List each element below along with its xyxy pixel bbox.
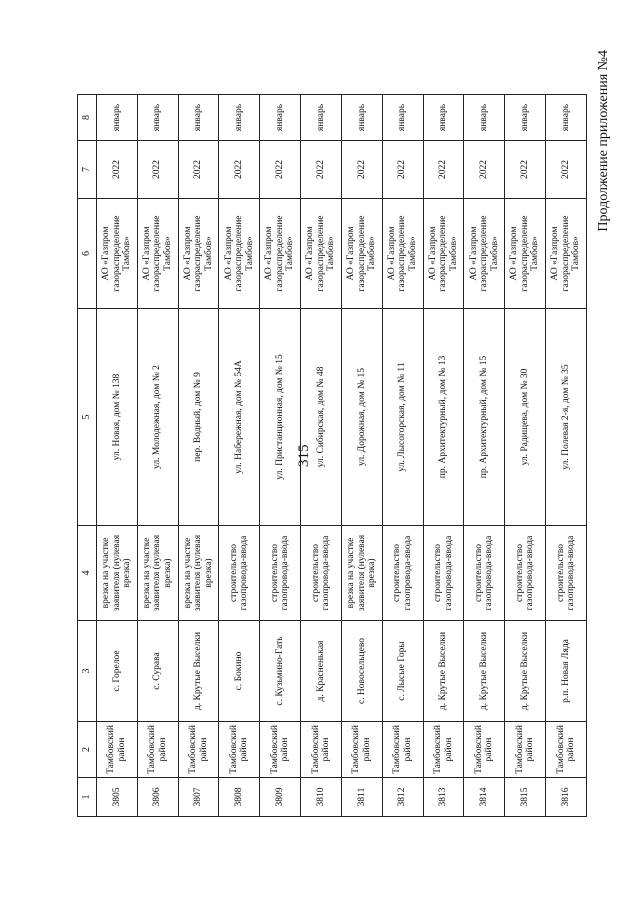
col-header: 2 <box>78 722 97 778</box>
address-cell: ул. Лысогорская, дом № 11 <box>382 309 423 526</box>
row-number: 3812 <box>382 778 423 817</box>
month-cell: январь <box>464 95 505 141</box>
table-row <box>178 95 219 817</box>
district-cell: Тамбовский район <box>260 722 301 778</box>
year-cell: 2022 <box>382 141 423 199</box>
work-type-cell: врезка на участке заявителя (нулевая врезка) <box>97 526 138 621</box>
month-cell: январь <box>97 95 138 141</box>
address-cell: ул. Сибирская, дом № 48 <box>301 309 342 526</box>
table-row <box>341 95 382 817</box>
row-number: 3814 <box>464 778 505 817</box>
address-cell: пер. Водный, дом № 9 <box>178 309 219 526</box>
organization-cell: АО «Газпром газораспределение Тамбов» <box>137 199 178 309</box>
month-cell: январь <box>341 95 382 141</box>
district-cell: Тамбовский район <box>546 722 587 778</box>
locality-cell: с. Лысые Горы <box>382 621 423 722</box>
district-cell: Тамбовский район <box>137 722 178 778</box>
month-cell: январь <box>546 95 587 141</box>
locality-cell: д. Крутые Выселки <box>423 621 464 722</box>
address-cell: ул. Набережная, дом № 54А <box>219 309 260 526</box>
year-cell: 2022 <box>219 141 260 199</box>
organization-cell: АО «Газпром газораспределение Тамбов» <box>97 199 138 309</box>
header-row <box>78 95 97 817</box>
address-cell: ул. Пристанционная, дом № 15 <box>260 309 301 526</box>
locality-cell: д. Красненькая <box>301 621 342 722</box>
col-header: 8 <box>78 95 97 141</box>
col-header: 4 <box>78 526 97 621</box>
table-row <box>219 95 260 817</box>
address-cell: ул. Дорожная, дом № 15 <box>341 309 382 526</box>
month-cell: январь <box>178 95 219 141</box>
table-row <box>423 95 464 817</box>
month-cell: январь <box>219 95 260 141</box>
year-cell: 2022 <box>97 141 138 199</box>
col-header: 6 <box>78 199 97 309</box>
year-cell: 2022 <box>137 141 178 199</box>
month-cell: январь <box>382 95 423 141</box>
locality-cell: д. Крутые Выселки <box>178 621 219 722</box>
row-number: 3808 <box>219 778 260 817</box>
organization-cell: АО «Газпром газораспределение Тамбов» <box>382 199 423 309</box>
year-cell: 2022 <box>260 141 301 199</box>
table-row <box>97 95 138 817</box>
row-number: 3816 <box>546 778 587 817</box>
month-cell: январь <box>423 95 464 141</box>
locality-cell: с. Новосельцево <box>341 621 382 722</box>
district-cell: Тамбовский район <box>464 722 505 778</box>
row-number: 3811 <box>341 778 382 817</box>
year-cell: 2022 <box>505 141 546 199</box>
locality-cell: с. Сурава <box>137 621 178 722</box>
district-cell: Тамбовский район <box>505 722 546 778</box>
locality-cell: с. Бокино <box>219 621 260 722</box>
col-header: 3 <box>78 621 97 722</box>
work-type-cell: строительство газопровода-ввода <box>260 526 301 621</box>
district-cell: Тамбовский район <box>219 722 260 778</box>
district-cell: Тамбовский район <box>382 722 423 778</box>
organization-cell: АО «Газпром газораспределение Тамбов» <box>219 199 260 309</box>
locality-cell: р.п. Новая Ляда <box>546 621 587 722</box>
table-row <box>301 95 342 817</box>
district-cell: Тамбовский район <box>178 722 219 778</box>
work-type-cell: строительство газопровода-ввода <box>423 526 464 621</box>
address-cell: пр. Архитектурный, дом № 15 <box>464 309 505 526</box>
table-row <box>137 95 178 817</box>
organization-cell: АО «Газпром газораспределение Тамбов» <box>423 199 464 309</box>
organization-cell: АО «Газпром газораспределение Тамбов» <box>301 199 342 309</box>
month-cell: январь <box>505 95 546 141</box>
work-type-cell: строительство газопровода-ввода <box>382 526 423 621</box>
month-cell: январь <box>137 95 178 141</box>
organization-cell: АО «Газпром газораспределение Тамбов» <box>464 199 505 309</box>
work-type-cell: строительство газопровода-ввода <box>546 526 587 621</box>
district-cell: Тамбовский район <box>301 722 342 778</box>
month-cell: январь <box>260 95 301 141</box>
year-cell: 2022 <box>546 141 587 199</box>
work-type-cell: врезка на участке заявителя (нулевая врезка) <box>178 526 219 621</box>
row-number: 3805 <box>97 778 138 817</box>
row-number: 3806 <box>137 778 178 817</box>
page-number: 315 <box>296 444 312 467</box>
district-cell: Тамбовский район <box>341 722 382 778</box>
appendix-table <box>77 94 587 817</box>
appendix-heading: Продолжение приложения №4 <box>596 50 611 232</box>
table-row <box>505 95 546 817</box>
table-row <box>382 95 423 817</box>
col-header: 5 <box>78 309 97 526</box>
address-cell: ул. Радищева, дом № 30 <box>505 309 546 526</box>
work-type-cell: врезка на участке заявителя (нулевая врезка) <box>137 526 178 621</box>
year-cell: 2022 <box>464 141 505 199</box>
organization-cell: АО «Газпром газораспределение Тамбов» <box>505 199 546 309</box>
year-cell: 2022 <box>301 141 342 199</box>
row-number: 3813 <box>423 778 464 817</box>
work-type-cell: строительство газопровода-ввода <box>505 526 546 621</box>
district-cell: Тамбовский район <box>423 722 464 778</box>
work-type-cell: строительство газопровода-ввода <box>219 526 260 621</box>
work-type-cell: врезка на участке заявителя (нулевая врезка) <box>341 526 382 621</box>
table-row <box>260 95 301 817</box>
table-row <box>546 95 587 817</box>
locality-cell: д. Крутые Выселки <box>505 621 546 722</box>
district-cell: Тамбовский район <box>97 722 138 778</box>
table-body <box>97 95 587 817</box>
organization-cell: АО «Газпром газораспределение Тамбов» <box>546 199 587 309</box>
organization-cell: АО «Газпром газораспределение Тамбов» <box>178 199 219 309</box>
col-header: 7 <box>78 141 97 199</box>
address-cell: ул. Новая, дом № 138 <box>97 309 138 526</box>
locality-cell: с. Горелое <box>97 621 138 722</box>
organization-cell: АО «Газпром газораспределение Тамбов» <box>260 199 301 309</box>
year-cell: 2022 <box>341 141 382 199</box>
month-cell: январь <box>301 95 342 141</box>
work-type-cell: строительство газопровода-ввода <box>301 526 342 621</box>
year-cell: 2022 <box>178 141 219 199</box>
organization-cell: АО «Газпром газораспределение Тамбов» <box>341 199 382 309</box>
address-cell: ул. Молодежная, дом № 2 <box>137 309 178 526</box>
locality-cell: с. Кузьмино-Гать <box>260 621 301 722</box>
work-type-cell: строительство газопровода-ввода <box>464 526 505 621</box>
table-row <box>464 95 505 817</box>
address-cell: пр. Архитектурный, дом № 13 <box>423 309 464 526</box>
address-cell: ул. Полевая 2-я, дом № 35 <box>546 309 587 526</box>
row-number: 3815 <box>505 778 546 817</box>
row-number: 3807 <box>178 778 219 817</box>
row-number: 3809 <box>260 778 301 817</box>
col-header: 1 <box>78 778 97 817</box>
row-number: 3810 <box>301 778 342 817</box>
year-cell: 2022 <box>423 141 464 199</box>
locality-cell: д. Крутые Выселки <box>464 621 505 722</box>
